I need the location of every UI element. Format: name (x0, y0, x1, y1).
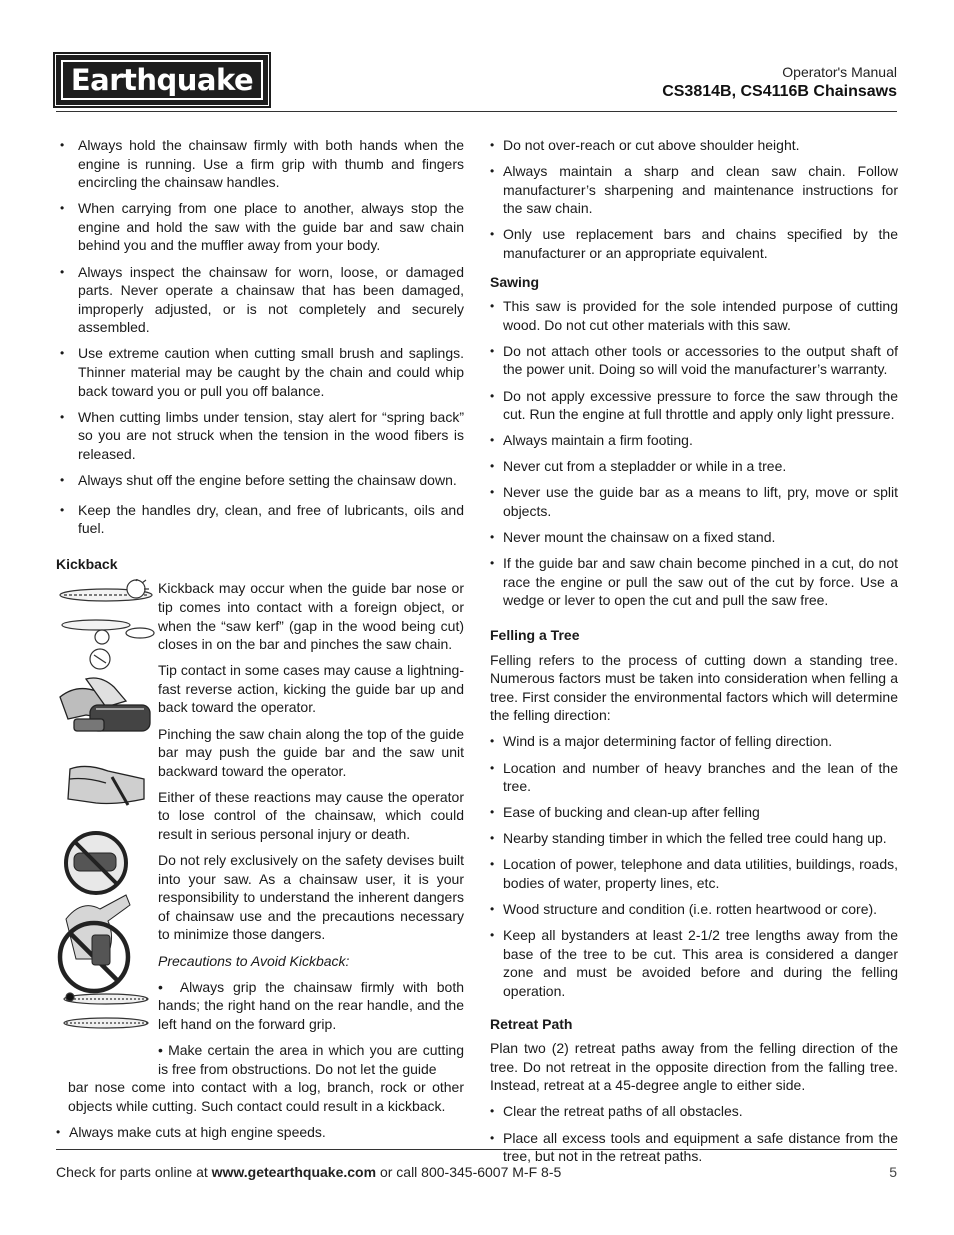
no-one-hand-icon (66, 833, 126, 893)
felling-bullet-list (490, 732, 898, 1000)
list-item: • Location and number of heavy branches and the lean of the tree. (490, 759, 898, 796)
page-number: 5 (889, 1164, 897, 1180)
kickback-paragraph: Do not rely exclusively on the safety devises built into your saw. As a chainsaw user, it is your responsibility to understand the inherent dangers of chainsaw use and the precautions necessary to minimize those dangers. (158, 852, 464, 943)
manual-subtitle: Operator's Manual (782, 64, 897, 80)
left-column (56, 136, 464, 1149)
list-item: • Keep the handles dry, clean, and free of lubricants, oils and fuel. (56, 501, 464, 538)
felling-paragraph: Felling refers to the process of cutting down a standing tree. Numerous factors must be taken into consideration when felling a tree. First consider the environmental factors which will determine the felling direction: (490, 651, 898, 724)
list-item: • Do not over-reach or cut above shoulder height. (490, 136, 898, 155)
kickback-text (158, 579, 464, 1078)
list-item: • Wood structure and condition (i.e. rotten heartwood or core). (490, 900, 898, 919)
sawing-bullet-list (490, 297, 898, 610)
list-item: • Keep all bystanders at least 2-1/2 tree lengths away from the base of the tree to be cut. This area is considered a danger zone and must be avoided before and during the felling operation. (490, 926, 898, 1000)
retreat-paragraph: Plan two (2) retreat paths away from the felling direction of the tree. Do not retreat in the opposite direction from the falling tree. Instead, retreat at a 45-degree angle to either side. (490, 1040, 898, 1094)
list-item: • Clear the retreat paths of all obstacles. (490, 1102, 898, 1121)
list-item: • Do not apply excessive pressure to force the saw through the cut. Run the engine at full throttle and apply only light pressure. (490, 387, 898, 424)
felling-heading: Felling a Tree (490, 626, 580, 643)
retreat-path-heading: Retreat Path (490, 1015, 573, 1032)
general-bullet-list (490, 136, 898, 263)
logo-text: Earthquake (61, 60, 263, 100)
precautions-heading: Precautions to Avoid Kickback: (158, 952, 350, 969)
list-item: • Always make cuts at high engine speeds. (56, 1123, 464, 1142)
precaution-text: Always grip the chainsaw firmly with both hands; the right hand on the rear handle, and the left hand on the forward grip. (158, 978, 464, 1032)
list-item: • Nearby standing timber in which the felled tree could hang up. (490, 829, 898, 848)
kickback-paragraph: Kickback may occur when the guide bar nose or tip comes into contact with a foreign object, or when the “saw kerf” (gap in the wood being cut) closes in on the bar and pinches the saw chain. (158, 580, 464, 653)
list-item: • Wind is a major determining factor of felling direction. (490, 732, 898, 751)
list-item: • Only use replacement bars and chains specified by the manufacturer or an appropriate equivalent. (490, 225, 898, 262)
list-item: • Ease of bucking and clean-up after felling (490, 803, 898, 822)
kickback-illustrations (56, 579, 156, 1079)
no-overhead-cutting-icon (60, 895, 130, 991)
kickback-heading: Kickback (56, 555, 118, 572)
list-item: • Never cut from a stepladder or while in a tree. (490, 457, 898, 476)
list-item: • Always maintain a sharp and clean saw chain. Follow manufacturer’s sharpening and maintenance instructions for the saw chain. (490, 162, 898, 218)
list-item: • Use extreme caution when cutting small brush and saplings. Thinner material may be caught by the chain and could whip back toward you or pull you off balance. (56, 344, 464, 400)
list-item: • When cutting limbs under tension, stay alert for “spring back” so you are not struck when the tension in the wood fibers is released. (56, 408, 464, 464)
earthquake-logo (56, 55, 268, 105)
list-item: • Place all excess tools and equipment a safe distance from the tree, but not in the retreat paths. (490, 1129, 898, 1166)
kickback-paragraph: Pinching the saw chain along the top of the guide bar may push the guide bar and the saw unit backward toward the operator. (158, 725, 464, 779)
list-item: • Always shut off the engine before setting the chainsaw down. (56, 471, 464, 490)
header-rule (56, 111, 897, 112)
list-item: • Always inspect the chainsaw for worn, loose, or damaged parts. Never operate a chainsaw that has been damaged, improperly adjusted, or is not completely and securely assembled. (56, 263, 464, 337)
retreat-bullet-list (490, 1102, 898, 1165)
list-item: • Always hold the chainsaw firmly with both hands when the engine is running. Use a firm grip with thumb and fingers encircling the chainsaw handles. (56, 136, 464, 192)
list-item: • Always maintain a firm footing. (490, 431, 898, 450)
footer-text (56, 1164, 561, 1180)
precaution-item: • Make certain the area in which you are cutting is free from obstructions. Do not let the guide (158, 1041, 464, 1077)
footer-suffix: or call 800-345-6007 M-F 8-5 (376, 1164, 562, 1180)
right-column (490, 136, 898, 1173)
precaution-item: • Always grip the chainsaw firmly with both hands; the right hand on the rear handle, and the left hand on the forward grip. (158, 978, 464, 1032)
list-item: • Do not attach other tools or accessories to the output shaft of the power unit. Doing so will void the manufacturer’s warranty. (490, 342, 898, 379)
kickback-paragraph: Tip contact in some cases may cause a lightning-fast reverse action, kicking the guide bar up and back toward the operator. (158, 662, 464, 716)
gloved-hands-icon (60, 678, 150, 731)
list-item: • If the guide bar and saw chain become pinched in a cut, do not race the engine or pull the saw out of the cut by force. Use a wedge or lever to open the cut and pull the saw free. (490, 554, 898, 610)
guide-bar-chain-icon (64, 993, 148, 1028)
list-item: • Never use the guide bar as a means to lift, pry, move or split objects. (490, 483, 898, 520)
precaution-list (56, 1123, 464, 1142)
kickback-section (56, 579, 464, 1078)
list-item: • Location of power, telephone and data utilities, buildings, roads, bodies of water, property lines, etc. (490, 855, 898, 892)
glove-icon (68, 767, 144, 806)
sawing-heading: Sawing (490, 273, 540, 290)
header-block (662, 64, 897, 101)
website-link[interactable]: www.getearthquake.com (211, 1164, 377, 1180)
manual-title: CS3814B, CS4116B Chainsaws (662, 83, 897, 100)
kickback-paragraph: Either of these reactions may cause the operator to lose control of the chainsaw, which could result in serious personal injury or death. (158, 788, 464, 842)
list-item: • When carrying from one place to another, always stop the engine and hold the saw with the guide bar and saw chain behind you and the muffler away from your body. (56, 199, 464, 255)
precaution-text: Make certain the area in which you are cutting is free from obstructions. Do not let the guide (158, 1041, 464, 1077)
footer-prefix: Check for parts online at (56, 1164, 212, 1180)
footer-rule (56, 1149, 897, 1150)
kickback-diagram-icon (60, 579, 154, 669)
precaution-continued: bar nose come into contact with a log, branch, rock or other objects while cutting. Such contact could result in a kickback. (68, 1079, 464, 1114)
safety-bullet-list (56, 136, 464, 538)
list-item: • Never mount the chainsaw on a fixed stand. (490, 528, 898, 547)
list-item: • This saw is provided for the sole intended purpose of cutting wood. Do not cut other materials with this saw. (490, 297, 898, 334)
